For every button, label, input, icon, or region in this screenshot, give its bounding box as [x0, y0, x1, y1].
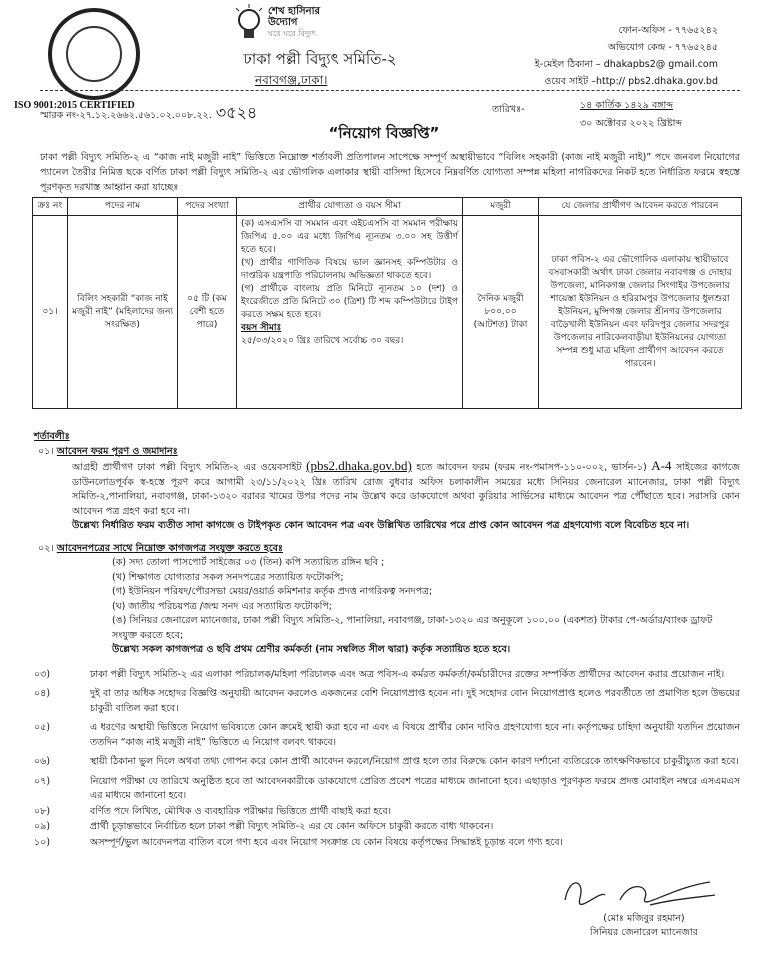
- organization-name: ঢাকা পল্লী বিদ্যুৎ সমিতি-২: [243, 50, 397, 68]
- signatory-name: (মোঃ মজিবুর রহমান): [603, 913, 685, 924]
- term-item: [34, 755, 740, 770]
- list-item: (খ) শিক্ষাগত যোগ্যতার সকল সনদপত্রের সত্যায়িত ফটোকপি;: [112, 571, 344, 583]
- term-number: ০১।: [38, 445, 54, 457]
- complaint-center: অভিযোগ কেন্দ্র - ৭৭৬৫২৪৫: [607, 42, 718, 53]
- term-text: নিয়োগ পরীক্ষা যে তারিখে অনুষ্ঠিত হবে তা আবেদনকারীকে ডাকযোগে প্রেরিত প্রবেশ পত্রের মাধ্যমে জানানো হবে। এছাড়াও পূরণকৃত ফরমে প্রদত্ত মোবাইল নম্বরে এসএমএস এর মাধ্যমে জানানো হবে।: [90, 775, 740, 801]
- term-title: আবেদনপত্রের সাথে নিম্নোক্ত কাগজপত্র সংযুক্ত করতে হবেঃ: [56, 542, 283, 554]
- col-wage: মজুরী: [463, 198, 539, 216]
- organization-location: নবাবগঞ্জ,ঢাকা।: [255, 73, 328, 87]
- qualification-c: (গ) প্রার্থীকে বাংলায় প্রতি মিনিটে ন্যূনতম ১০ (দশ) ও ইংরেজীতে প্রতি মিনিটে ৩০ (ত্রিশ) টি শব্দ কম্পিউটারে টাইপ করতে সক্ষম হতে হবে।: [241, 284, 458, 320]
- term-text: এ ধরণের অস্থায়ী ভিত্তিতে নিয়োগ ভবিষ্যতে কোন ক্রমেই স্থায়ী করা হবে না এবং এ বিষয়ে প্রার্থীর কোন দাবিও গ্রহণযোগ্য হবে না। কর্তৃপক্ষের চাহিদা অনুযায়ী যতদিন প্রয়োজন ততদিন “কাজ নাই মজুরী নাই” ভিত্তিতে এ নিয়োগ বলবৎ থাকবে।: [90, 722, 740, 748]
- term-number: ০৯): [34, 821, 51, 832]
- website: ওয়েব সাইট –http:// pbs2.dhaka.gov.bd: [544, 76, 718, 87]
- term-2-list: [34, 556, 740, 643]
- age-limit-label: বয়স সীমাঃ: [241, 323, 282, 333]
- serial: ০১।: [33, 216, 68, 409]
- term-number: ০৫): [34, 722, 51, 733]
- age-limit: ২৫/০৩/২০২০ খ্রিঃ তারিখে সর্বোচ্চ ৩০ বছর।: [241, 336, 404, 346]
- term-number: ০৭): [34, 775, 51, 787]
- qualification-a: (ক) এসএসসি বা সমমান এবং এইচএসসি বা সমমান পরীক্ষায় জিপিএ ৫.০০ এর মধ্যে জিপিএ ন্যূনতম ৩.০০ সহ উত্তীর্ণ হতে হবে।: [241, 219, 458, 255]
- date-bengali: ১৪ কার্তিক ১৪২৯ বঙ্গাব্দ: [580, 100, 673, 111]
- divider: [40, 90, 740, 91]
- date-label: তারিখঃ-: [492, 104, 525, 115]
- col-area: যে জেলার প্রার্থীগণ আবেদন করতে পারবেন: [539, 198, 742, 216]
- email: ই-মেইল ঠিকানা – dhakapbs2@ gmail.com: [534, 59, 718, 70]
- term-text: ঢাকা পল্লী বিদ্যুৎ সমিতি-২ এর এলাকা পরিচালক/মহিলা পরিচালক এবং অত্র পবিস-এ কর্মরত কর্মকর্তা/কর্মচারীদের রক্তের সম্পর্কিত প্রার্থীদের আবেদন করার প্রয়োজন নাই।: [90, 668, 725, 680]
- qualification-b: (খ) প্রার্থীর গাণিতিক বিষয়ে ভাল জ্ঞানসহ কম্পিউটার ও দাপ্তরিক যন্ত্রপাতি পরিচালনায় অভিজ্ঞতা থাকতে হবে।: [241, 258, 458, 281]
- post-count: ০৫ টি (কম বেশী হতে পারে): [178, 216, 237, 409]
- iso-certification: ISO 9001:2015 CERTIFIED: [14, 100, 135, 111]
- term-number: ১০): [34, 836, 51, 848]
- term-item: [34, 668, 740, 683]
- term-item: [34, 805, 740, 820]
- signature: [560, 870, 720, 910]
- vacancy-table: [32, 197, 742, 409]
- wage: দৈনিক মজুরী ৮০০.০০ (আটশত) টাকা: [463, 216, 539, 409]
- term-1-body: [34, 459, 740, 519]
- term-text: অসম্পূর্ণ/ভুল আবেদনপত্র বাতিল বলে গণ্য হবে এবং নিয়োগ সংক্রান্ত যে কোন বিষয়ে কর্তৃপক্ষের সিদ্ধান্তই চূড়ান্ত বলে গণ্য হবে।: [90, 836, 563, 848]
- intro-paragraph: ঢাকা পল্লী বিদ্যুৎ সমিতি-২ এ “কাজ নাই মজুরী নাই” ভিত্তিতে নিম্নোক্ত শর্তাবলী প্রতিপালন সাপেক্ষে সম্পূর্ণ অস্থায়ীভাবে “বিলিং সহকারী (কাজ নাই মজুরী নাই)” পদে জনবল নিয়োগের প্যানেল তৈরীর নিমিত্ত ছকে বর্ণিত ঢাকা পল্লী বিদ্যুৎ সমিতি-২ এর ভৌগলিক এলাকার স্থায়ী বাসিন্দা হিসেবে নিম্নবর্ণিত যোগ্যতা সম্পন্ন মহিলা নাগরিকদের নিকট হতে নির্ধারিত ফরমে স্বহস্তে পূরণকৃত দরখাস্ত আহ্বান করা যাচ্ছেঃ: [40, 152, 740, 193]
- paper-size: A-4: [651, 458, 672, 473]
- terms-section: [34, 430, 740, 851]
- col-post: পদের নাম: [68, 198, 178, 216]
- col-serial: ক্রঃ নং: [33, 198, 68, 216]
- date-gregorian: ৩০ অক্টোবর ২০২২ খ্রিষ্টাব্দ: [580, 118, 683, 129]
- organization-seal-logo: [48, 8, 140, 100]
- term-number: ০২।: [38, 542, 54, 554]
- term-item: [34, 721, 740, 750]
- term-text: বর্ণিত পদে লিখিত, মৌখিক ও ব্যবহারিক পরীক্ষার ভিত্তিতে প্রার্থী বাছাই করা হবে।: [90, 805, 392, 817]
- term-text: সাইজের কাগজে ডাউনলোডপূর্বক স্ব-হস্তে পূরণ করে আগামী ২৩/১১/২০২২ খ্রিঃ তারিখ রোজ বুধবার অফিস চলাকালীন সময়ের মধ্যে সিনিয়র জেনারেল ম্যানেজার, ঢাকা পল্লী বিদ্যুৎ সমিতি-২,পানালিয়া, নবাবগঞ্জ, ঢাকা-১৩২০ বরাবর খামের উপর পদের নাম উল্লেখ করে ডাকযোগে অথবা কুরিয়ার সার্ভিসের মাধ্যমে আবেদন পত্র পৌঁছাতে হবে। সরাসরি কোন আবেদন পত্র গ্রহণ করা হবে না।: [72, 462, 740, 517]
- slogan-logo: [268, 6, 320, 39]
- contact-info: [535, 22, 718, 90]
- term-text: আগ্রহী প্রার্থীগণ ঢাকা পল্লী বিদ্যুৎ সমিতি-২ এর ওয়েবসাইট: [72, 462, 302, 473]
- phone: ফোন-অফিস - ৭৭৬৫২৪২: [618, 25, 718, 36]
- col-count: পদের সংখ্যা: [178, 198, 237, 216]
- col-qualification: প্রার্থীর যোগ্যতা ও বয়স সীমা: [237, 198, 463, 216]
- eligible-area: ঢাকা পবিস-২ এর ভৌগোলিক এলাকায় স্থায়ীভাবে বসবাসকারী অর্থাৎ ঢাকা জেলার নবাবগঞ্জ ও দোহার উপজেলা, মানিকগঞ্জ জেলার সিংগাইর উপজেলার শায়েস্তা ইউনিয়ন ও হরিরামপুর উপজেলার ধুলশুরা ইউনিয়ন, মুন্সিগঞ্জ জেলার শ্রীনগর উপজেলার বাড়ৈখালী ইউনিয়ন এবং ফরিদপুর জেলার সদরপুর উপজেলার নারিকেলবাড়ীয়া ইউনিয়নের যোগ্যতা সম্পন্ন শুধু মাত্র মহিলা প্রার্থীগণ আবেদন করতে পারবেন।: [539, 216, 742, 409]
- table-row: [33, 216, 742, 409]
- website-link[interactable]: (pbs2.dhaka.gov.bd): [306, 458, 412, 473]
- term-text: প্রার্থী চূড়ান্তভাবে নির্বাচিত হলে ঢাকা পল্লী বিদ্যুৎ সমিতি-২ এর যে কোন অফিসে চাকুরী করতে বাধ্য থাকবেন।: [90, 821, 494, 832]
- list-item: (ক) সদ্য তোলা পাসপোর্ট সাইজের ০৩ (তিন) কপি সত্যায়িত রঙ্গিন ছবি ;: [112, 557, 385, 568]
- slogan-line: ঘরে ঘরে বিদ্যুৎ: [268, 29, 316, 38]
- term-text: দুই বা তার অধিক সহোদর বিজ্ঞপ্তি অনুযায়ী আবেদন করলেও একজনের বেশি নিয়োগপ্রাপ্ত হবেন না। দুই সহোদর বোন নিয়োগপ্রাপ্ত হলেও পরবর্তীতে তা প্রমাণিত হলে উভয়ের চাকুরী বাতিল করা হবে।: [90, 688, 740, 714]
- signatory: [590, 912, 698, 940]
- terms-heading: শর্তাবলীঃ: [34, 431, 70, 442]
- term-title: আবেদন ফরম পূরণ ও জমাদানঃ: [56, 445, 178, 457]
- qualification: [237, 216, 463, 409]
- term-number: ০৩): [34, 668, 51, 680]
- term-text: স্থায়ী ঠিকানা ভুল দিলে অথবা তথ্য গোপন করে কোন প্রার্থী আবেদন করলে/নিয়োগ প্রাপ্ত হলে তার বিরুদ্ধে কোন কারণ দর্শানো ব্যতিরেকে তাৎক্ষণিকভাবে চাকুরীচ্যুত করা হবে।: [90, 756, 739, 767]
- term-item: [34, 820, 740, 835]
- signatory-designation: সিনিয়র জেনারেল ম্যানেজার: [590, 927, 698, 938]
- term-item: [34, 775, 740, 804]
- list-item: (ঙ) সিনিয়র জেনারেল ম্যানেজার, ঢাকা পল্লী বিদ্যুৎ সমিতি-২, পানালিয়া, নবাবগঞ্জ, ঢাকা-১৩২০ এর অনুকূলে ১০০.০০ (একশত) টাকার পে-অর্ডার/ব্যাংক ড্রাফট সংযুক্ত করতে হবে;: [112, 615, 713, 641]
- term-number: ০৮): [34, 805, 51, 817]
- post-name: বিলিং সহকারী “কাজ নাই মজুরী নাই” (মহিলাদের জন্য সংরক্ষিত): [68, 216, 178, 409]
- term-text: হতে আবেদন ফরম (ফরম নং-পমাসপ-১১০-০০২, ভার্সন-১): [416, 462, 647, 473]
- term-item: [34, 836, 740, 851]
- list-item: (ঘ) জাতীয় পরিচয়পত্র /জন্ম সনদ এর সত্যায়িত ফটোকপি;: [112, 600, 332, 612]
- term-number: ০৬): [34, 756, 51, 767]
- term-1-note: উল্লেখ্য নির্ধারিত ফরম ব্যতীত সাদা কাগজে ও টাইপকৃত কোন আবেদন পত্র এবং উল্লিখিত তারিখের পরে প্রাপ্ত কোন আবেদন পত্র গ্রহণযোগ্য বলে বিবেচিত হবে না।: [72, 520, 690, 531]
- term-2-note: উল্লেখ্য সকল কাগজপত্র ও ছবি প্রথম শ্রেণীর কর্মকর্তা (নাম সম্বলিত সীল দ্বারা) কর্তৃক সত্যায়িত হতে হবে।: [112, 644, 511, 655]
- term-number: ০৪): [34, 688, 51, 699]
- table-header-row: [33, 198, 742, 216]
- lightbulb-icon: [232, 4, 266, 44]
- slogan-line: শেখ হাসিনার: [268, 6, 321, 17]
- notice-title: “নিয়োগ বিজ্ঞপ্তি”: [328, 124, 440, 142]
- handwritten-number: ৩৫২৪: [215, 103, 258, 122]
- memo-ref: স্মারক নং-২৭.১২.২৬৬২.৫৬১.০২.০০৮.২২.: [40, 110, 212, 121]
- list-item: (গ) ইউনিয়ন পরিষদ/পৌরসভা মেয়র/ওয়ার্ড কমিশনার কর্তৃক প্রদত্ত নাগরিকত্ব সনদপত্র;: [112, 586, 433, 597]
- term-item: [34, 687, 740, 716]
- slogan-line: উদ্যোগ: [268, 17, 298, 28]
